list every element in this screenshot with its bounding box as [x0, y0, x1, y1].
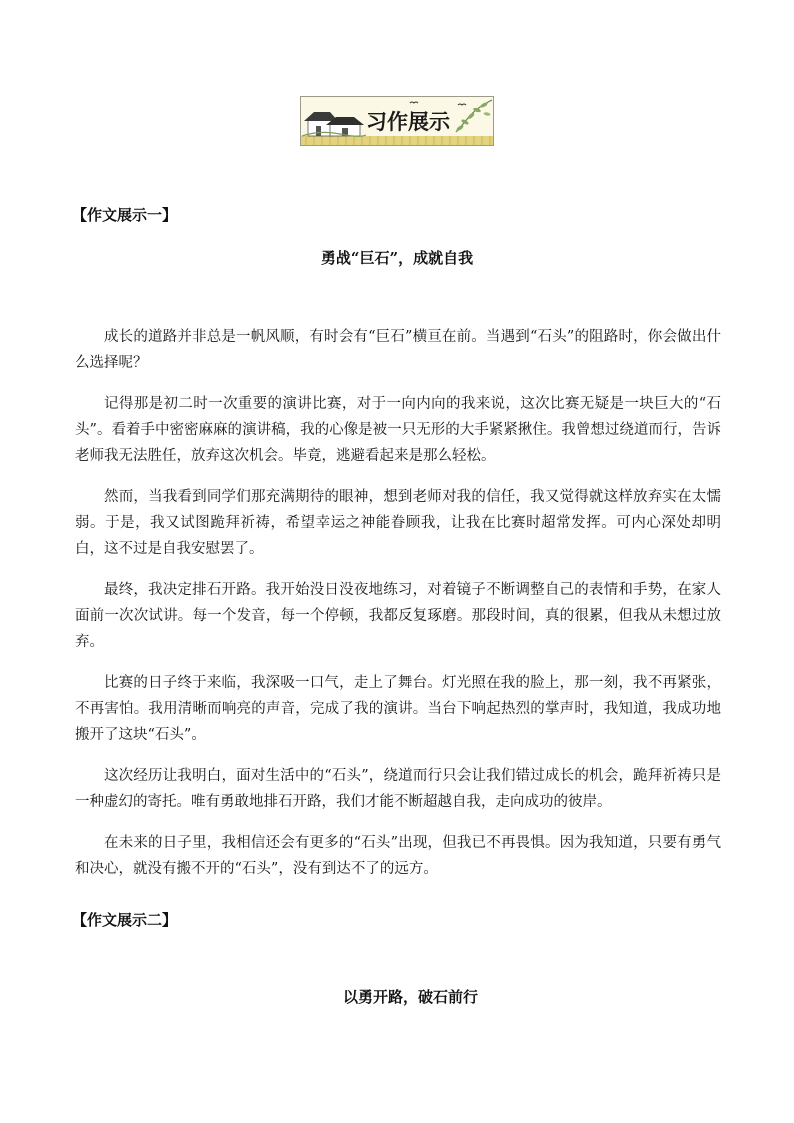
essay2-title: 以勇开路，破石前行	[343, 988, 479, 1006]
section-banner	[300, 96, 494, 146]
essay1-paragraph: 最终，我决定排石开路。我开始没日没夜地练习，对着镜子不断调整自己的表情和手势，在家人面前一次次试讲。每一个发音，每一个停顿，我都反复琢磨。那段时间，真的很累，但我从未想过放弃。	[75, 582, 721, 650]
banner-title: 习作展示	[366, 110, 450, 134]
essay2-label: 【作文展示二】	[72, 911, 178, 929]
essay1-label: 【作文展示一】	[72, 206, 178, 224]
banner-bottom-band	[301, 136, 493, 145]
essay1-paragraph: 这次经历让我明白，面对生活中的“石头”，绕道而行只会让我们错过成长的机会，跪拜祈祷只是一种虚幻的寄托。唯有勇敢地排石开路，我们才能不断超越自我，走向成功的彼岸。	[75, 768, 721, 810]
essay1-paragraph: 比赛的日子终于来临，我深吸一口气，走上了舞台。灯光照在我的脸上，那一刻，我不再紧张，不再害怕。我用清晰而响亮的声音，完成了我的演讲。当台下响起热烈的掌声时，我知道，我成功地搬开了这块“石头”。	[75, 675, 721, 743]
essay1-paragraph: 然而，当我看到同学们那充满期待的眼神，想到老师对我的信任，我又觉得就这样放弃实在太懦弱。于是，我又试图跪拜祈祷，希望幸运之神能眷顾我，让我在比赛时超常发挥。可内心深处却明白，这不过是自我安慰罢了。	[75, 489, 721, 557]
essay1-paragraph: 成长的道路并非总是一帆风顺，有时会有“巨石”横亘在前。当遇到“石头”的阻路时，你会做出什么选择呢？	[75, 329, 721, 371]
banner-graphic	[300, 96, 494, 146]
essay1-paragraph: 记得那是初二时一次重要的演讲比赛，对于一向内向的我来说，这次比赛无疑是一块巨大的“石头”。看着手中密密麻麻的演讲稿，我的心像是被一只无形的大手紧紧揪住。我曾想过绕道而行，告诉老师我无法胜任，放弃这次机会。毕竟，逃避看起来是那么轻松。	[75, 396, 721, 464]
essay1-title: 勇战“巨石”，成就自我	[320, 249, 474, 267]
essay1-body	[75, 324, 721, 897]
essay1-paragraph: 在未来的日子里，我相信还会有更多的“石头”出现，但我已不再畏惧。因为我知道，只要有勇气和决心，就没有搬不开的“石头”，没有到达不了的远方。	[75, 835, 721, 877]
